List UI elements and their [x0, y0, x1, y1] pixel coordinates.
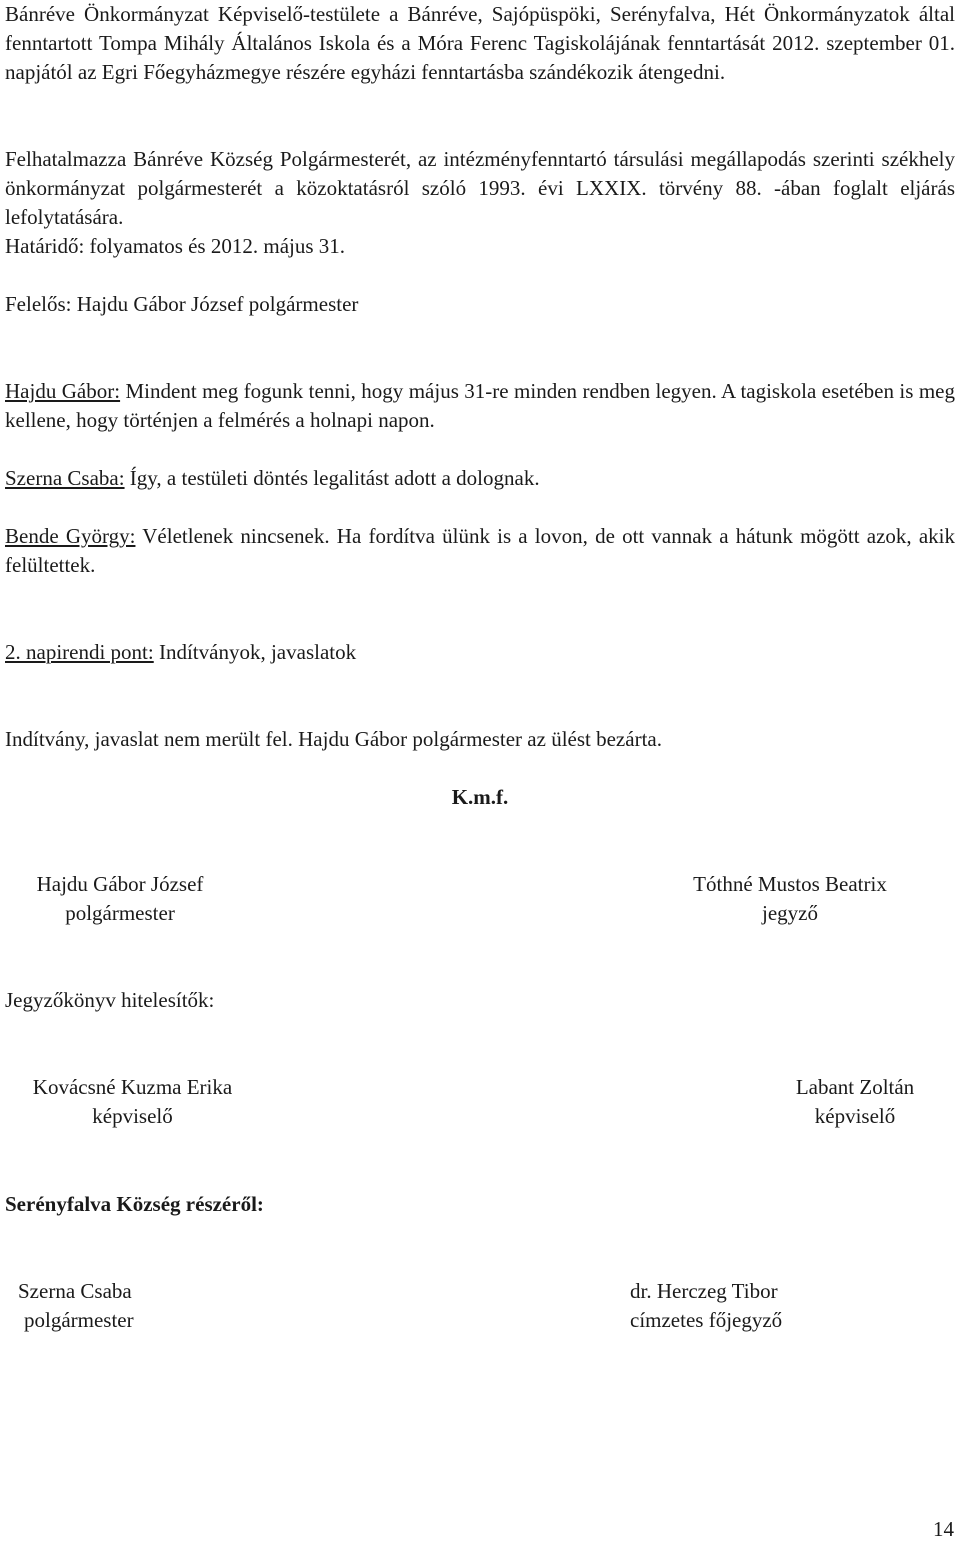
signature-authenticator-right	[755, 1073, 955, 1131]
statement-bende	[5, 522, 955, 580]
agenda-item-title: Indítványok, javaslatok	[153, 640, 357, 664]
closing-text: Indítvány, javaslat nem merült fel. Hajdu Gábor polgármester az ülést bezárta.	[5, 727, 662, 751]
signature-role: jegyző	[762, 901, 818, 925]
statement-text: Véletlenek nincsenek. Ha fordítva ülünk is a lovon, de ott vannak a hátunk mögött azok, akik felültettek.	[5, 524, 955, 577]
statement-hajdu	[5, 377, 955, 435]
deadline-line: Határidő: folyamatos és 2012. május 31.	[5, 234, 346, 258]
page-number: 14	[933, 1517, 954, 1541]
signature-name: dr. Herczeg Tibor	[630, 1279, 778, 1303]
signature-name: Tóthné Mustos Beatrix	[693, 872, 887, 896]
speaker-name: Szerna Csaba:	[5, 466, 125, 490]
signature-role: képviselő	[92, 1104, 173, 1128]
authorization-paragraph: Felhatalmazza Bánréve Község Polgármesterét, az intézményfenntartó társulási megállapodás szerinti székhely önkormányzat polgármesterét a közoktatásról szóló 1993. évi LXXIX. törvény 88. -ában foglalt eljárás lefolytatására.	[5, 147, 955, 229]
kmf-label: K.m.f.	[451, 785, 509, 809]
signature-name: Szerna Csaba	[18, 1279, 132, 1303]
signature-serenyfalva-mayor	[18, 1277, 158, 1335]
signature-serenyfalva-notary	[630, 1277, 850, 1335]
authenticators-heading: Jegyzőkönyv hitelesítők:	[5, 988, 215, 1012]
signature-authenticator-left	[5, 1073, 260, 1131]
signature-name: Kovácsné Kuzma Erika	[32, 1075, 233, 1099]
statement-text: Így, a testületi döntés legalitást adott a dolognak.	[124, 466, 540, 490]
speaker-name: Bende György:	[5, 524, 136, 548]
responsible-line: Felelős: Hajdu Gábor József polgármester	[5, 292, 359, 316]
intro-paragraph: Bánréve Önkormányzat Képviselő-testülete a Bánréve, Sajópüspöki, Serényfalva, Hét Önkormányzatok által fenntartott Tompa Mihály Általános Iskola és a Móra Ferenc Tagiskolájának fenntartását 2012. szeptember 01. napjától az Egri Főegyházmegye részére egyházi fenntartásba szándékozik átengedni.	[5, 2, 955, 84]
statement-szerna	[5, 464, 955, 493]
signature-mayor	[5, 870, 235, 928]
signature-role: polgármester	[24, 1308, 134, 1332]
statement-text: Mindent meg fogunk tenni, hogy május 31-re minden rendben legyen. A tagiskola esetében is meg kellene, hogy történjen a felmérés a holnapi napon.	[5, 379, 955, 432]
signature-role: képviselő	[814, 1104, 896, 1128]
agenda-item-label: 2. napirendi pont:	[5, 640, 154, 664]
agenda-item	[5, 638, 955, 667]
signature-role: címzetes főjegyző	[630, 1308, 783, 1332]
signature-name: Hajdu Gábor József	[36, 872, 204, 896]
signature-name: Labant Zoltán	[795, 1075, 915, 1099]
signature-role: polgármester	[65, 901, 175, 925]
serenyfalva-heading: Serényfalva Község részéről:	[5, 1192, 264, 1216]
speaker-name: Hajdu Gábor:	[5, 379, 121, 403]
signature-notary	[660, 870, 920, 928]
